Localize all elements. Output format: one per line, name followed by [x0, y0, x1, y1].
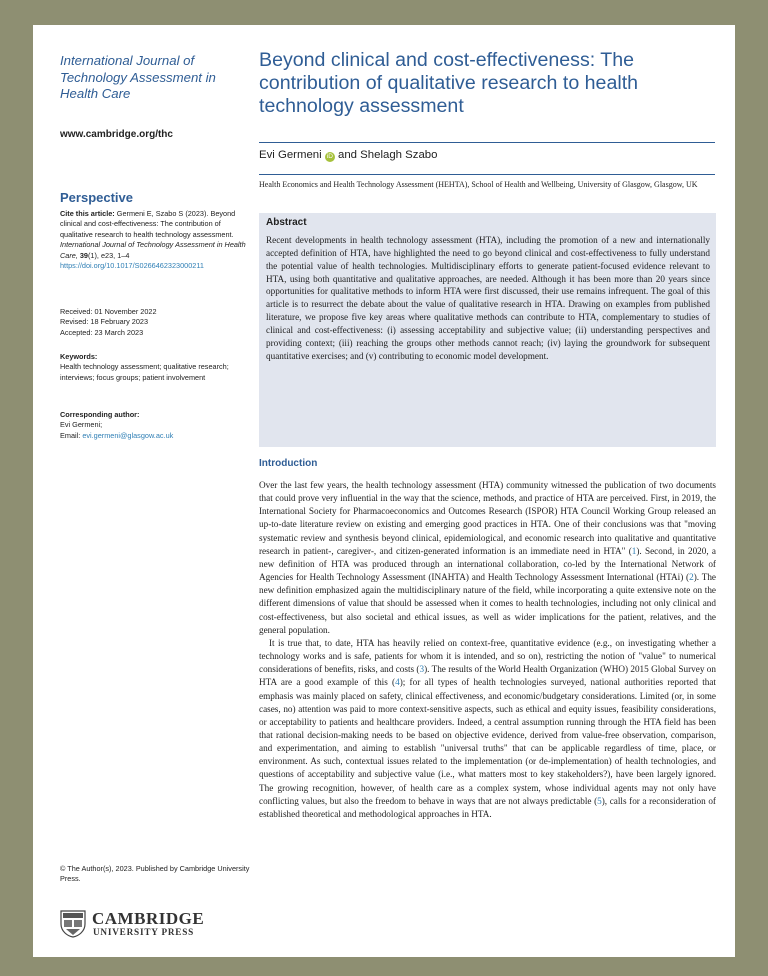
date-received: Received: 01 November 2022 [60, 307, 157, 316]
authors-rest: and Shelagh Szabo [338, 149, 438, 161]
introduction-body [259, 479, 716, 821]
cite-volume: 39 [79, 250, 88, 260]
citation-block [60, 209, 250, 271]
intro-paragraph-2: It is true that, to date, HTA has heavily relied on context-free, quantitative evidence (e.g., on investigating whether a technology works and is safe, patients for whom it is intended, and so on), restricting the notion of "value" to numerical considerations of benefits, risks, and costs (3). The results of the World Health Organization (WHO) 2015 Global Survey on HTA are a good example of this (4); for all types of health technologies surveyed, national authorities reported that emphasis was mainly placed on safety, clinical effectiveness, and economic/budgetary considerations. Limited (or, in some cases, no) attention was paid to more context-sensitive aspects, such as ethical and equity issues, feasibility considerations, or acceptability to patients and healthcare providers. Indeed, a central assumption running through the HTA field has been that rational decision-making needs to be based on objective evidence, derived from value-free observation, comparison, and experimentation, and aiming to establish "universal truths" that can be applicable regardless of time, place, or environment. As such, contextual issues related to the implementation (or de-implementation) of health technologies, and questions of acceptability and subjective value (i.e., what matters most to key stakeholders?), have been largely ignored. The growing recognition, however, of health care as a complex system, whose individual agents may not only have conflicting values, but also the freedom to behave in ways that are not always predictable (5), calls for a reconsideration of established theoretical and methodological approaches in HTA. [259, 637, 716, 819]
reference-link[interactable]: 2 [689, 572, 694, 583]
article-type: Perspective [60, 190, 133, 205]
abstract-text: Recent developments in health technology assessment (HTA), including the promotion of a new and internationally accepted definition of HTA, have highlighted the need to go beyond clinical and cost-effectiveness to fully understand the potential value of health technologies. Multidisciplinary efforts to generate patient-focused evidence relevant to HTA, using both quantitative and qualitative approaches, are needed. Although it has been more than 20 years since opportunities for qualitative methods to inform HTA were first discussed, their use remains infrequent. The goal of this article is to resurrect the debate about the value of qualitative research in HTA. Drawing on examples from published literature, we propose five key areas where qualitative methods can contribute to HTA, complementary to studies of clinical and cost-effectiveness: (i) assessing acceptability and subjective value; (ii) understanding perspectives and providing context; (iii) reaching the groups other methods cannot reach; (iv) laying the groundwork for subsequent quantitative exercises; and (v) contributing to economic model development. [266, 235, 710, 361]
publisher-logo[interactable] [60, 910, 260, 940]
copyright-notice: © The Author(s), 2023. Published by Cambridge University Press. [60, 864, 250, 884]
reference-link[interactable]: 3 [419, 664, 425, 675]
article-title: Beyond clinical and cost-effectiveness: The contribution of qualitative research to health technology assessment [259, 49, 639, 117]
date-accepted: Accepted: 23 March 2023 [60, 327, 144, 337]
corresponding-author-block [60, 410, 250, 441]
introduction-heading: Introduction [259, 458, 318, 469]
journal-website[interactable]: www.cambridge.org/thc [60, 129, 173, 140]
logo-line2: UNIVERSITY PRESS [93, 927, 195, 937]
doi-link[interactable]: https://doi.org/10.1017/S0266462323000211 [60, 261, 204, 271]
cite-issue-pages: (1), e23, 1–4 [88, 250, 130, 260]
author-1[interactable]: Evi Germeni [259, 149, 322, 161]
title-divider [259, 142, 715, 143]
abstract-heading: Abstract [266, 217, 307, 228]
keywords-text: Health technology assessment; qualitative research; interviews; focus groups; patient involvement [60, 362, 229, 382]
cambridge-shield-icon [60, 910, 86, 938]
cite-label: Cite this article: [60, 209, 115, 218]
reference-link[interactable]: 1 [631, 545, 637, 556]
authors-line [259, 149, 437, 162]
authors-divider [259, 174, 715, 175]
email-label: Email: [60, 430, 81, 440]
email-link[interactable]: evi.germeni@glasgow.ac.uk [82, 430, 174, 440]
cite-journal: International Journal of Technology Assessment in Health Care, [60, 240, 246, 260]
abstract-box [259, 213, 716, 447]
logo-line1: CAMBRIDGE [92, 909, 205, 928]
journal-name: International Journal of Technology Assessment in Health Care [60, 53, 216, 101]
affiliation: Health Economics and Health Technology Assessment (HEHTA), School of Health and Wellbeing, University of Glasgow, Glasgow, UK [259, 180, 698, 189]
dates-block [60, 307, 250, 338]
corresponding-label: Corresponding author: [60, 410, 140, 419]
orcid-icon[interactable]: iD [326, 153, 333, 160]
cite-text: Germeni E, Szabo S (2023). Beyond clinical and cost-effectiveness: The contribution of qualitative research to health technology assessment. [60, 209, 236, 239]
corresponding-name: Evi Germeni; [60, 420, 103, 430]
reference-link[interactable]: 5 [597, 795, 602, 806]
reference-link[interactable]: 4 [395, 677, 400, 688]
keywords-label: Keywords: [60, 352, 98, 361]
intro-paragraph-1: Over the last few years, the health technology assessment (HTA) community witnessed the publication of two documents that could prove very influential in the way that the science, methods, and practice of HTA are perceived. First, in 2019, the International Society for Pharmacoeconomics and Outcomes Research (ISPOR) HTA Council Working Group released an up-to-date literature review on existing and emerging good practices in HTA. One of their conclusions was that "moving systematic review and synthesis beyond clinical, epidemiological, and economic research into qualitative and quantitative research in patient-, caregiver-, and citizen-generated information is an immediate need in HTA" (1). Second, in 2020, a new definition of HTA was produced through an international collaboration, co-led by the International Network of Agencies for Health Technology Assessment (INAHTA) and Health Technology Assessment International (HTAi) (2). The new definition emphasized again the multidisciplinary nature of the field, while incorporating a quite extensive note on the different dimensions of value that should be assessed when it comes to health technologies, including not only clinical and cost-effectiveness, but also societal and ethical issues, as well as wider implications for the patient, relatives, and the general population. [259, 480, 716, 635]
date-revised: Revised: 18 February 2023 [60, 317, 149, 327]
keywords-block [60, 352, 250, 383]
article-page [33, 25, 735, 957]
